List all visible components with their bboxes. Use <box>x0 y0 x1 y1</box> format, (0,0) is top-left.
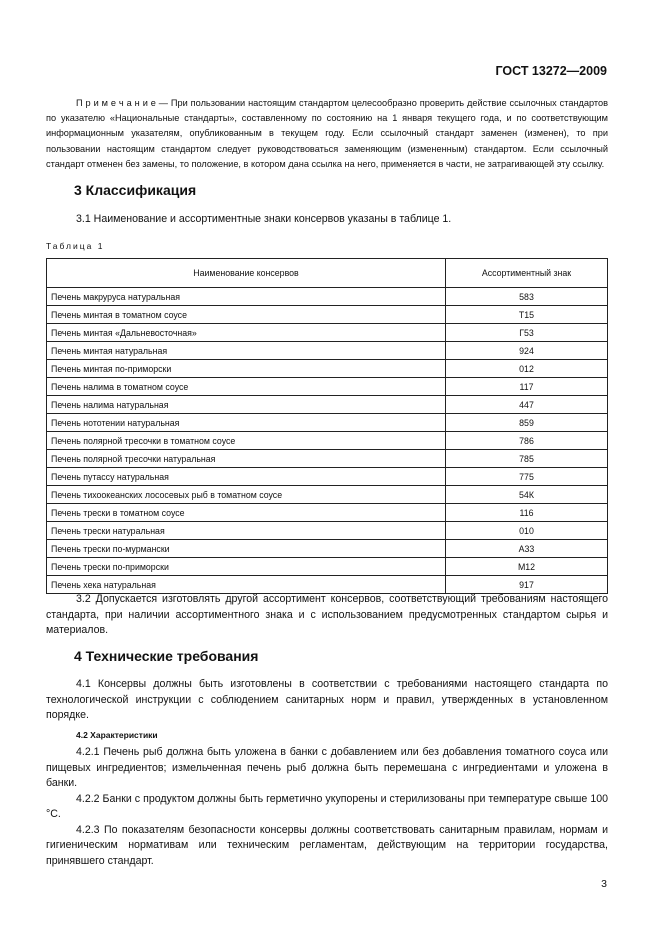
cell-name: Печень минтая «Дальневосточная» <box>47 324 446 342</box>
cell-code: 924 <box>446 342 608 360</box>
cell-code: 785 <box>446 450 608 468</box>
cell-code: 116 <box>446 504 608 522</box>
cell-name: Печень минтая натуральная <box>47 342 446 360</box>
table-row <box>47 522 608 540</box>
table-row <box>47 576 608 594</box>
cell-code: 447 <box>446 396 608 414</box>
cell-name: Печень минтая по-приморски <box>47 360 446 378</box>
table-row <box>47 342 608 360</box>
table-row <box>47 360 608 378</box>
paragraph-4-2-3: 4.2.3 По показателям безопасности консервы должны соответствовать санитарным правилам, нормам и гигиеническим нормативам или техническим регламентам, действующим на территории государства, принявшего стандарт. <box>46 823 608 867</box>
table-row <box>47 414 608 432</box>
table-row <box>47 306 608 324</box>
paragraph-4-2-2: 4.2.2 Банки с продуктом должны быть герметично укупорены и стерилизованы при температуре свыше 100 °С. <box>46 792 608 820</box>
cell-name: Печень полярной тресочки натуральная <box>47 450 446 468</box>
table-row <box>47 432 608 450</box>
cell-name: Печень трески в томатном соусе <box>47 504 446 522</box>
cell-name: Печень полярной тресочки в томатном соусе <box>47 432 446 450</box>
cell-code: М12 <box>446 558 608 576</box>
cell-name: Печень налима натуральная <box>47 396 446 414</box>
cell-name: Печень путассу натуральная <box>47 468 446 486</box>
note-paragraph: П р и м е ч а н и е — При пользовании настоящим стандартом целесообразно проверить действие ссылочных стандартов по указателю «Национальные стандарты», составленному по состоянию на 1 января текущего года, и по соответствующим информационным указателям, опубликованным в текущем году. Если ссылочный стандарт заменен (изменен), то при пользовании настоящим стандартом следует руководствоваться заменяющим (измененным) стандартом. Если ссылочный стандарт отменен без замены, то положение, в котором дана ссылка на него, применяется в части, не затрагивающей эту ссылку. <box>46 98 608 169</box>
cell-code: Т15 <box>446 306 608 324</box>
table-row <box>47 540 608 558</box>
cell-name: Печень тихоокеанских лососевых рыб в томатном соусе <box>47 486 446 504</box>
cell-code: 917 <box>446 576 608 594</box>
table-row <box>47 504 608 522</box>
subsection-4-2-heading: 4.2 Характеристики <box>76 729 158 740</box>
cell-name: Печень трески по-приморски <box>47 558 446 576</box>
paragraph-4-2-1: 4.2.1 Печень рыб должна быть уложена в банки с добавлением или без добавления томатного соуса или пищевых ингредиентов; измельченная печень рыб должна быть перемешана с ингредиентами и уложена в банки. <box>46 746 608 789</box>
table-row <box>47 468 608 486</box>
cell-name: Печень макруруса натуральная <box>47 288 446 306</box>
table-row <box>47 378 608 396</box>
cell-code: 786 <box>446 432 608 450</box>
table-row <box>47 450 608 468</box>
cell-name: Печень трески по-мурмански <box>47 540 446 558</box>
paragraph-3-2: 3.2 Допускается изготовлять другой ассортимент консервов, соответствующий требованиям настоящего стандарта, при наличии ассортиментного знака и с использованием предусмотренных стандартом сырья и материалов. <box>46 593 608 636</box>
table-row <box>47 486 608 504</box>
cell-code: Г53 <box>446 324 608 342</box>
cell-code: 117 <box>446 378 608 396</box>
cell-name: Печень нототении натуральная <box>47 414 446 432</box>
cell-name: Печень налима в томатном соусе <box>47 378 446 396</box>
table-row <box>47 558 608 576</box>
table-caption: Таблица 1 <box>46 241 105 251</box>
table-row <box>47 324 608 342</box>
cell-code: 54К <box>446 486 608 504</box>
cell-code: 775 <box>446 468 608 486</box>
page-number: 3 <box>601 878 607 890</box>
column-header-code: Ассортиментный знак <box>446 259 608 288</box>
cell-name: Печень хека натуральная <box>47 576 446 594</box>
cell-name: Печень минтая в томатном соусе <box>47 306 446 324</box>
table-row <box>47 396 608 414</box>
cell-code: 010 <box>446 522 608 540</box>
paragraph-3-1: 3.1 Наименование и ассортиментные знаки консервов указаны в таблице 1. <box>76 213 452 225</box>
assortment-table <box>46 258 608 594</box>
cell-code: 859 <box>446 414 608 432</box>
section-3-heading: 3 Классификация <box>74 182 197 198</box>
cell-code: А33 <box>446 540 608 558</box>
cell-code: 012 <box>446 360 608 378</box>
cell-name: Печень трески натуральная <box>47 522 446 540</box>
section-4-heading: 4 Технические требования <box>74 648 259 664</box>
column-header-name: Наименование консервов <box>47 259 446 288</box>
table-row <box>47 288 608 306</box>
paragraph-4-1: 4.1 Консервы должны быть изготовлены в соответствии с требованиями настоящего стандарта по технологической инструкции с соблюдением санитарных норм и правил, утвержденных в установленном порядке. <box>46 678 608 721</box>
document-header: ГОСТ 13272—2009 <box>495 64 607 78</box>
cell-code: 583 <box>446 288 608 306</box>
